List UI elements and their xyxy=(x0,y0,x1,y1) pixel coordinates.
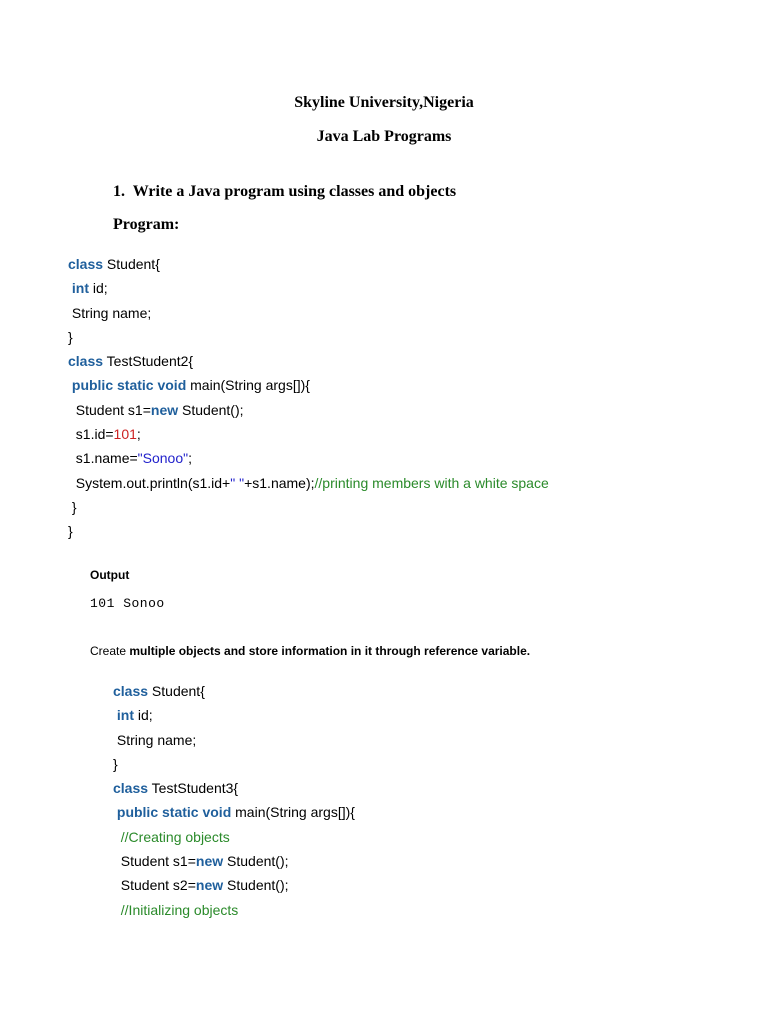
code-token: Student(); xyxy=(223,877,289,894)
code-token: new xyxy=(195,853,224,870)
code-token: public static void xyxy=(116,804,232,821)
code-token: main(String args[]){ xyxy=(186,377,310,394)
document-title: Java Lab Programs xyxy=(316,128,452,145)
code-token: 101 xyxy=(113,426,137,443)
code-token: Student s2= xyxy=(113,877,196,894)
code-token: int xyxy=(116,707,134,724)
code-line xyxy=(113,800,355,824)
code-token: class xyxy=(113,780,149,797)
code-token: //printing members with a white space xyxy=(314,474,549,491)
section-2-title: multiple objects and store information in it through reference variable. xyxy=(129,644,531,658)
code-token: } xyxy=(68,523,73,540)
code-token: Student{ xyxy=(148,683,205,699)
code-token: Student{ xyxy=(103,256,160,272)
code-line xyxy=(68,373,549,397)
code-token: class xyxy=(68,256,104,272)
code-token xyxy=(113,829,121,845)
section-1-number: 1. xyxy=(113,183,125,200)
code-token: System.out.println(s1.id+ xyxy=(68,474,231,491)
section-1-heading xyxy=(113,183,456,201)
code-line xyxy=(68,446,549,470)
code-line xyxy=(113,752,355,776)
section-2-prefix: Create xyxy=(90,644,130,658)
code-token: } xyxy=(68,498,77,515)
code-token: Student s1= xyxy=(113,853,196,870)
code-line xyxy=(113,679,355,703)
code-line xyxy=(113,873,355,897)
code-line xyxy=(113,728,355,752)
code-token: Student s1= xyxy=(68,401,151,418)
code-line xyxy=(113,825,355,849)
code-line xyxy=(113,849,355,873)
code-token: "Sonoo" xyxy=(137,450,189,467)
code-token: Student(); xyxy=(223,853,289,870)
code-token: new xyxy=(195,877,224,894)
code-token: class xyxy=(113,683,149,699)
code-line xyxy=(68,301,549,325)
section-1-title: Write a Java program using classes and objects xyxy=(132,183,457,200)
code-token: s1.name= xyxy=(68,450,138,467)
code-token: main(String args[]){ xyxy=(231,804,355,821)
code-line xyxy=(68,519,549,543)
code-line xyxy=(113,898,355,922)
code-token: " " xyxy=(230,474,245,491)
code-token: new xyxy=(150,401,179,418)
code-token: id; xyxy=(134,707,153,724)
code-line xyxy=(68,495,549,519)
code-token: TestStudent2{ xyxy=(103,353,194,370)
code-token: //Creating objects xyxy=(120,828,230,845)
code-token: TestStudent3{ xyxy=(148,780,239,797)
code-block-1 xyxy=(68,252,549,544)
code-token: ; xyxy=(188,450,192,467)
code-line xyxy=(68,471,549,495)
code-block-2 xyxy=(113,679,355,922)
code-token: String name; xyxy=(113,731,197,748)
code-line xyxy=(68,398,549,422)
output-value: 101 Sonoo xyxy=(90,596,165,611)
code-line xyxy=(113,776,355,800)
output-label: Output xyxy=(90,568,130,582)
code-line xyxy=(68,422,549,446)
code-line xyxy=(68,252,549,276)
code-token: public static void xyxy=(71,377,187,394)
code-line xyxy=(68,325,549,349)
university-name: Skyline University,Nigeria xyxy=(294,94,474,111)
program-label: Program: xyxy=(113,216,180,233)
code-token: s1.id= xyxy=(68,426,114,443)
code-token: ; xyxy=(136,426,141,443)
code-token: +s1.name); xyxy=(244,474,315,491)
code-token: //Initializing objects xyxy=(120,901,239,918)
code-token xyxy=(113,902,121,918)
code-token: int xyxy=(71,280,89,297)
code-line xyxy=(113,703,355,727)
code-token: class xyxy=(68,353,104,370)
code-token: Student(); xyxy=(178,401,244,418)
section-2-heading xyxy=(90,644,530,658)
code-token: } xyxy=(68,328,73,345)
code-token: } xyxy=(113,755,118,772)
code-line xyxy=(68,349,549,373)
code-token: id; xyxy=(89,280,108,297)
code-line xyxy=(68,276,549,300)
code-token: String name; xyxy=(68,304,152,321)
